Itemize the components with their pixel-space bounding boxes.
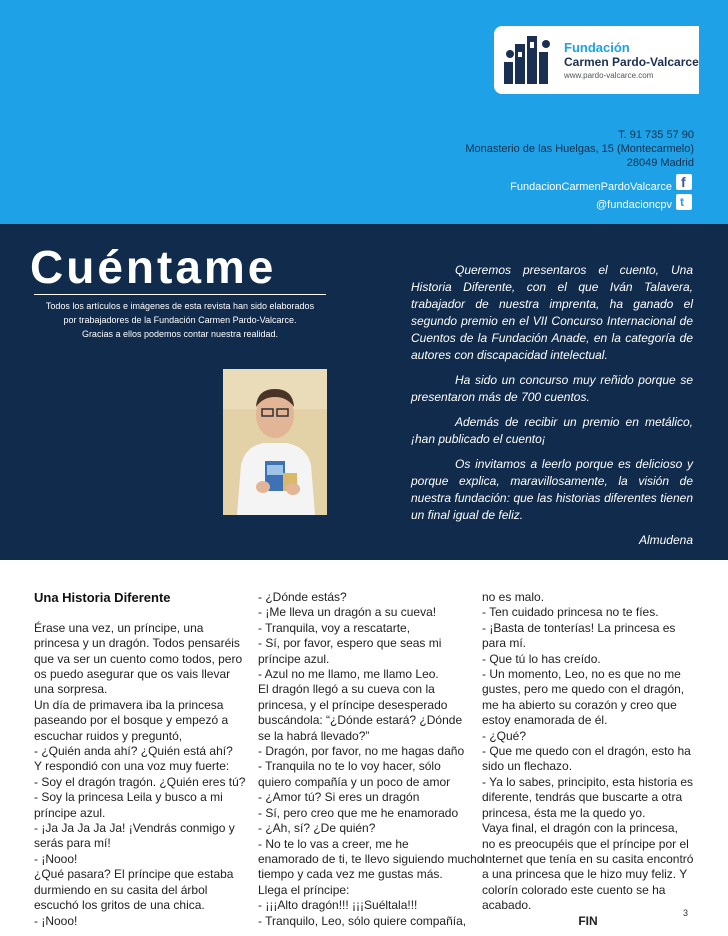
intro-signature: Almudena [638, 533, 693, 547]
story-line: no es preocupéis que el príncipe por el [482, 836, 689, 851]
story-line: escuchar ruidos y preguntó, [34, 728, 183, 743]
intro-text [411, 262, 693, 557]
story-line: - Que me quedo con el dragón, esto ha [482, 744, 691, 759]
story-line: colorín colorado este cuento se ha [482, 882, 666, 897]
story-line: no es malo. [482, 590, 545, 604]
story-line [34, 605, 246, 620]
intro-paragraph: Además de recibir un premio en metálico, ¡han publicado el cuento¡ [411, 415, 693, 446]
story-line: príncipe azul. [34, 805, 106, 820]
logo-line-1: Fundación [564, 40, 630, 55]
story-column-2 [258, 590, 484, 929]
section-title: Cuéntame [30, 241, 277, 293]
contact-address: Monasterio de las Huelgas, 15 (Montecarmelo) [465, 143, 694, 155]
story-line: se la habrá llevado?” [258, 728, 370, 743]
story-line: os puedo asegurar que os vais llevar [34, 667, 231, 682]
story-line: - Soy el dragón tragón. ¿Quién eres tú? [34, 774, 246, 789]
story-line: princesa y un dragón. Todos pensaréis [34, 636, 240, 651]
story-line: Vaya final, el dragón con la princesa, [482, 821, 678, 836]
story-line: - ¡¡¡Alto dragón!!! ¡¡¡Suéltala!!! [258, 898, 418, 913]
contact-city: 28049 Madrid [626, 157, 694, 169]
story-line: - ¿Ah, sí? ¿De quién? [258, 821, 376, 836]
story-line: paseando por el bosque y empezó a [34, 713, 229, 728]
contact-phone: T. 91 735 57 90 [618, 129, 694, 141]
story-line: - Azul no me llamo, me llamo Leo. [258, 667, 439, 682]
story-line: - ¿Amor tú? Si eres un dragón [258, 790, 420, 805]
intro-paragraph: Queremos presentaros el cuento, Una Historia Diferente, con el que Iván Talavera, trabajador de nuestra imprenta, ha ganado el segundo premio en el VII Concurso Internacional de Cuentos de la Fundación Anade, en la categoría de autores con discapacidad intelectual. [411, 263, 693, 362]
logo-url[interactable]: www.pardo-valcarce.com [564, 71, 654, 80]
story-line: - Un momento, Leo, no es que no me [482, 667, 681, 682]
story-line: tiempo y cada vez me gustas más. [258, 867, 443, 882]
facebook-handle[interactable]: FundacionCarmenPardoValcarce [510, 181, 672, 193]
story-title: Una Historia Diferente [34, 590, 171, 605]
story-line: El dragón llegó a su cueva con la [258, 682, 435, 697]
subtitle-line: Gracias a ellos podemos contar nuestra realidad. [81, 329, 279, 339]
title-divider [34, 294, 326, 295]
story-line: serás para mí! [34, 836, 111, 851]
author-photo [223, 369, 327, 515]
story-line: que va ser un cuento como todos, pero [34, 651, 243, 666]
story-line: Llega el príncipe: [258, 882, 350, 897]
section-subtitle [34, 299, 326, 341]
story-line: a una princesa que le hizo muy feliz. Y [482, 867, 688, 882]
story-line: princesa, ésta me la quedo yo. [482, 805, 646, 820]
story-line: - ¡Nooo! [34, 913, 78, 928]
story-line: escuchó los gritos de una chica. [34, 898, 205, 913]
story-column-3 [482, 590, 694, 929]
story-line: buscándola: “¿Dónde estará? ¿Dónde [258, 713, 463, 728]
story-line: - Que tú lo has creído. [482, 651, 601, 666]
story-line: sido un flechazo. [482, 759, 573, 774]
story-line: - Ya lo sabes, principito, esta historia es [482, 774, 693, 789]
story-line: diferente, tendrás que buscarte a otra [482, 790, 683, 805]
story-line: príncipe azul. [258, 651, 330, 666]
logo-line-2: Carmen Pardo-Valcarce [564, 55, 699, 69]
story-line: durmiendo en su casita del árbol [34, 882, 208, 897]
intro-paragraph: Os invitamos a leerlo porque es delicioso y porque explica, maravillosamente, la visión de nuestra fundación: que las historias diferentes tienen un final igual de feliz. [411, 457, 693, 522]
story-line: - ¿Dónde estás? [258, 590, 347, 604]
story-end: FIN [578, 913, 598, 928]
story-line: - Sí, pero creo que me he enamorado [258, 805, 459, 820]
story-line: Internet que tenía en su casita encontró [482, 851, 694, 866]
story-line: - Dragón, por favor, no me hagas daño [258, 744, 465, 759]
facebook-icon[interactable]: f [676, 174, 692, 190]
story-line: gustes, pero me quedo con el dragón, [482, 682, 685, 697]
social-block [510, 178, 672, 214]
story-line: - ¡Basta de tonterías! La princesa es [482, 620, 676, 635]
story-line: - ¡Nooo! [34, 851, 78, 866]
story-line: enamorado de ti, te llevo siguiendo mucho [258, 851, 484, 866]
story-line: - Tranquila, voy a rescatarte, [258, 620, 411, 635]
story-line: Y respondió con una voz muy fuerte: [34, 759, 230, 774]
story-line: Un día de primavera iba la princesa [34, 697, 224, 712]
subtitle-line: por trabajadores de la Fundación Carmen Pardo-Valcarce. [63, 315, 297, 325]
story-line: estoy enamorada de él. [482, 713, 608, 728]
story-line: acabado. [482, 898, 532, 913]
intro-paragraph: Ha sido un concurso muy reñido porque se presentaron más de 700 cuentos. [411, 373, 693, 404]
header-band [0, 0, 728, 224]
story-line: me ha abierto su corazón y creo que [482, 697, 677, 712]
foundation-logo-icon [502, 32, 554, 86]
twitter-icon[interactable]: t [676, 194, 692, 210]
story-line: - ¡Me lleva un dragón a su cueva! [258, 605, 437, 620]
story-line: quiero compañía y un poco de amor [258, 774, 451, 789]
story-line: princesa, y el príncipe desesperado [258, 697, 448, 712]
story-line: - Sí, por favor, espero que seas mi [258, 636, 442, 651]
foundation-logo [494, 26, 699, 94]
contact-block [465, 128, 694, 170]
story-line: - Soy la princesa Leila y busco a mi [34, 790, 223, 805]
story-line: - Tranquila no te lo voy hacer, sólo [258, 759, 441, 774]
story-line: para mí. [482, 636, 527, 651]
story-line: - No te lo vas a creer, me he [258, 836, 409, 851]
story-line: - ¡Ja Ja Ja Ja Ja! ¡Vendrás conmigo y [34, 821, 235, 836]
subtitle-line: Todos los artículos e imágenes de esta revista han sido elaborados [45, 301, 315, 311]
story-column-1 [34, 590, 246, 929]
story-line: una sorpresa. [34, 682, 108, 697]
story-line: - ¿Qué? [482, 728, 527, 743]
story-line: - ¿Quién anda ahí? ¿Quién está ahí? [34, 744, 233, 759]
story-line: - Ten cuidado princesa no te fíes. [482, 605, 659, 620]
twitter-handle[interactable]: @fundacioncpv [596, 199, 672, 211]
story-line: ¿Qué pasara? El príncipe que estaba [34, 867, 234, 882]
story-line: - Tranquilo, Leo, sólo quiere compañía, [258, 913, 467, 928]
page-number: 3 [683, 908, 689, 918]
story-line: Érase una vez, un príncipe, una [34, 620, 204, 635]
